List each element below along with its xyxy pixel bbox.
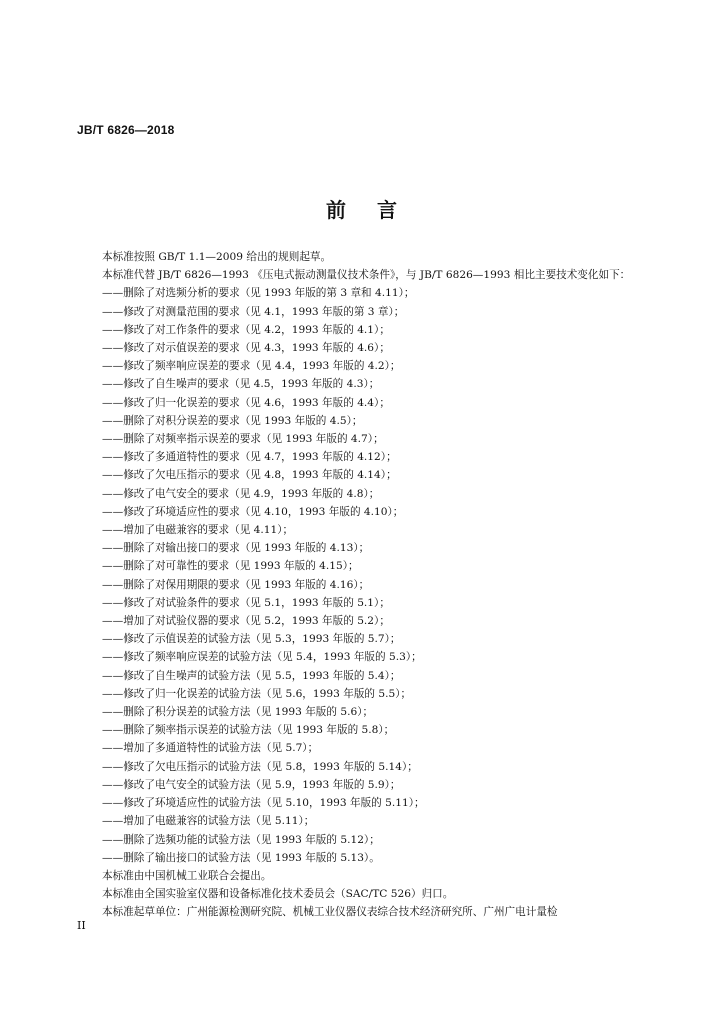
change-item: ——删除了对频率指示误差的要求（见 1993 年版的 4.7）； (102, 433, 384, 446)
change-item: ——增加了多通道特性的试验方法（见 5.7）； (102, 742, 319, 755)
change-item: ——修改了自生噪声的试验方法（见 5.5，1993 年版的 5.4）； (102, 669, 401, 682)
change-item: ——修改了环境适应性的要求（见 4.10，1993 年版的 4.10）； (102, 505, 404, 518)
preface-body (81, 248, 641, 922)
change-item: ——删除了对保用期限的要求（见 1993 年版的 4.16）； (102, 578, 370, 591)
change-item: ——修改了多通道特性的要求（见 4.7，1993 年版的 4.12）； (102, 451, 397, 464)
title-char-1: 前 (326, 198, 347, 222)
drafting-rule-paragraph: 本标准按照 GB/T 1.1—2009 给出的规则起草。 (102, 251, 332, 263)
change-item: ——增加了电磁兼容的试验方法（见 5.11）； (102, 815, 315, 828)
change-item: ——删除了输出接口的试验方法（见 1993 年版的 5.13）。 (102, 851, 380, 864)
change-item: ——修改了欠电压指示的要求（见 4.8，1993 年版的 4.14）； (102, 469, 397, 482)
change-item: ——修改了对示值误差的要求（见 4.3，1993 年版的 4.6）； (102, 342, 390, 355)
page-number: II (77, 919, 86, 932)
change-item: ——修改了示值误差的试验方法（见 5.3，1993 年版的 5.7）； (102, 633, 401, 646)
page-title (0, 194, 724, 223)
title-char-2: 言 (377, 198, 398, 222)
change-item: ——修改了对工作条件的要求（见 4.2，1993 年版的 4.1）； (102, 323, 390, 336)
change-item: ——修改了电气安全的要求（见 4.9，1993 年版的 4.8）； (102, 487, 380, 500)
change-item: ——修改了对测量范围的要求（见 4.1，1993 年版的第 3 章）； (102, 305, 405, 318)
change-item: ——修改了环境适应性的试验方法（见 5.10，1993 年版的 5.11）； (102, 797, 425, 810)
change-item: ——删除了积分误差的试验方法（见 1993 年版的 5.6）； (102, 706, 374, 719)
change-item: ——删除了对选频分析的要求（见 1993 年版的第 3 章和 4.11）； (102, 287, 415, 300)
change-item: ——修改了电气安全的试验方法（见 5.9，1993 年版的 5.9）； (102, 778, 401, 791)
change-item: ——删除了对可靠性的要求（见 1993 年版的 4.15）； (102, 560, 359, 573)
proposer-paragraph: 本标准由中国机械工业联合会提出。 (102, 869, 272, 882)
change-item: ——增加了对试验仪器的要求（见 5.2，1993 年版的 5.2）； (102, 615, 390, 628)
change-item: ——修改了频率响应误差的试验方法（见 5.4，1993 年版的 5.3）； (102, 651, 422, 664)
replacement-paragraph: 本标准代替 JB/T 6826—1993 《压电式振动测量仪技术条件》，与 JB/T 6826—1993 相比主要技术变化如下： (102, 269, 631, 282)
change-item: ——删除了选频功能的试验方法（见 1993 年版的 5.12）； (102, 833, 380, 846)
change-item: ——修改了欠电压指示的试验方法（见 5.8，1993 年版的 5.14）； (102, 760, 418, 773)
administrator-paragraph: 本标准由全国实验室仪器和设备标准化技术委员会（SAC/TC 526）归口。 (102, 888, 454, 901)
standard-code: JB/T 6826—2018 (77, 123, 175, 137)
change-item: ——增加了电磁兼容的要求（见 4.11）； (102, 524, 294, 537)
change-item: ——修改了归一化误差的试验方法（见 5.6，1993 年版的 5.5）； (102, 687, 412, 700)
change-item: ——删除了频率指示误差的试验方法（见 1993 年版的 5.8）； (102, 724, 395, 737)
change-item: ——修改了频率响应误差的要求（见 4.4，1993 年版的 4.2）； (102, 360, 401, 373)
changes-list (81, 284, 641, 867)
change-item: ——修改了归一化误差的要求（见 4.6，1993 年版的 4.4）； (102, 396, 390, 409)
change-item: ——删除了对输出接口的要求（见 1993 年版的 4.13）； (102, 542, 370, 555)
change-item: ——修改了自生噪声的要求（见 4.5，1993 年版的 4.3）； (102, 378, 380, 391)
drafting-units-paragraph: 本标准起草单位：广州能源检测研究院、机械工业仪器仪表综合技术经济研究所、广州广电计量检 (102, 906, 558, 919)
change-item: ——修改了对试验条件的要求（见 5.1，1993 年版的 5.1）； (102, 596, 390, 609)
change-item: ——删除了对积分误差的要求（见 1993 年版的 4.5）； (102, 414, 363, 427)
